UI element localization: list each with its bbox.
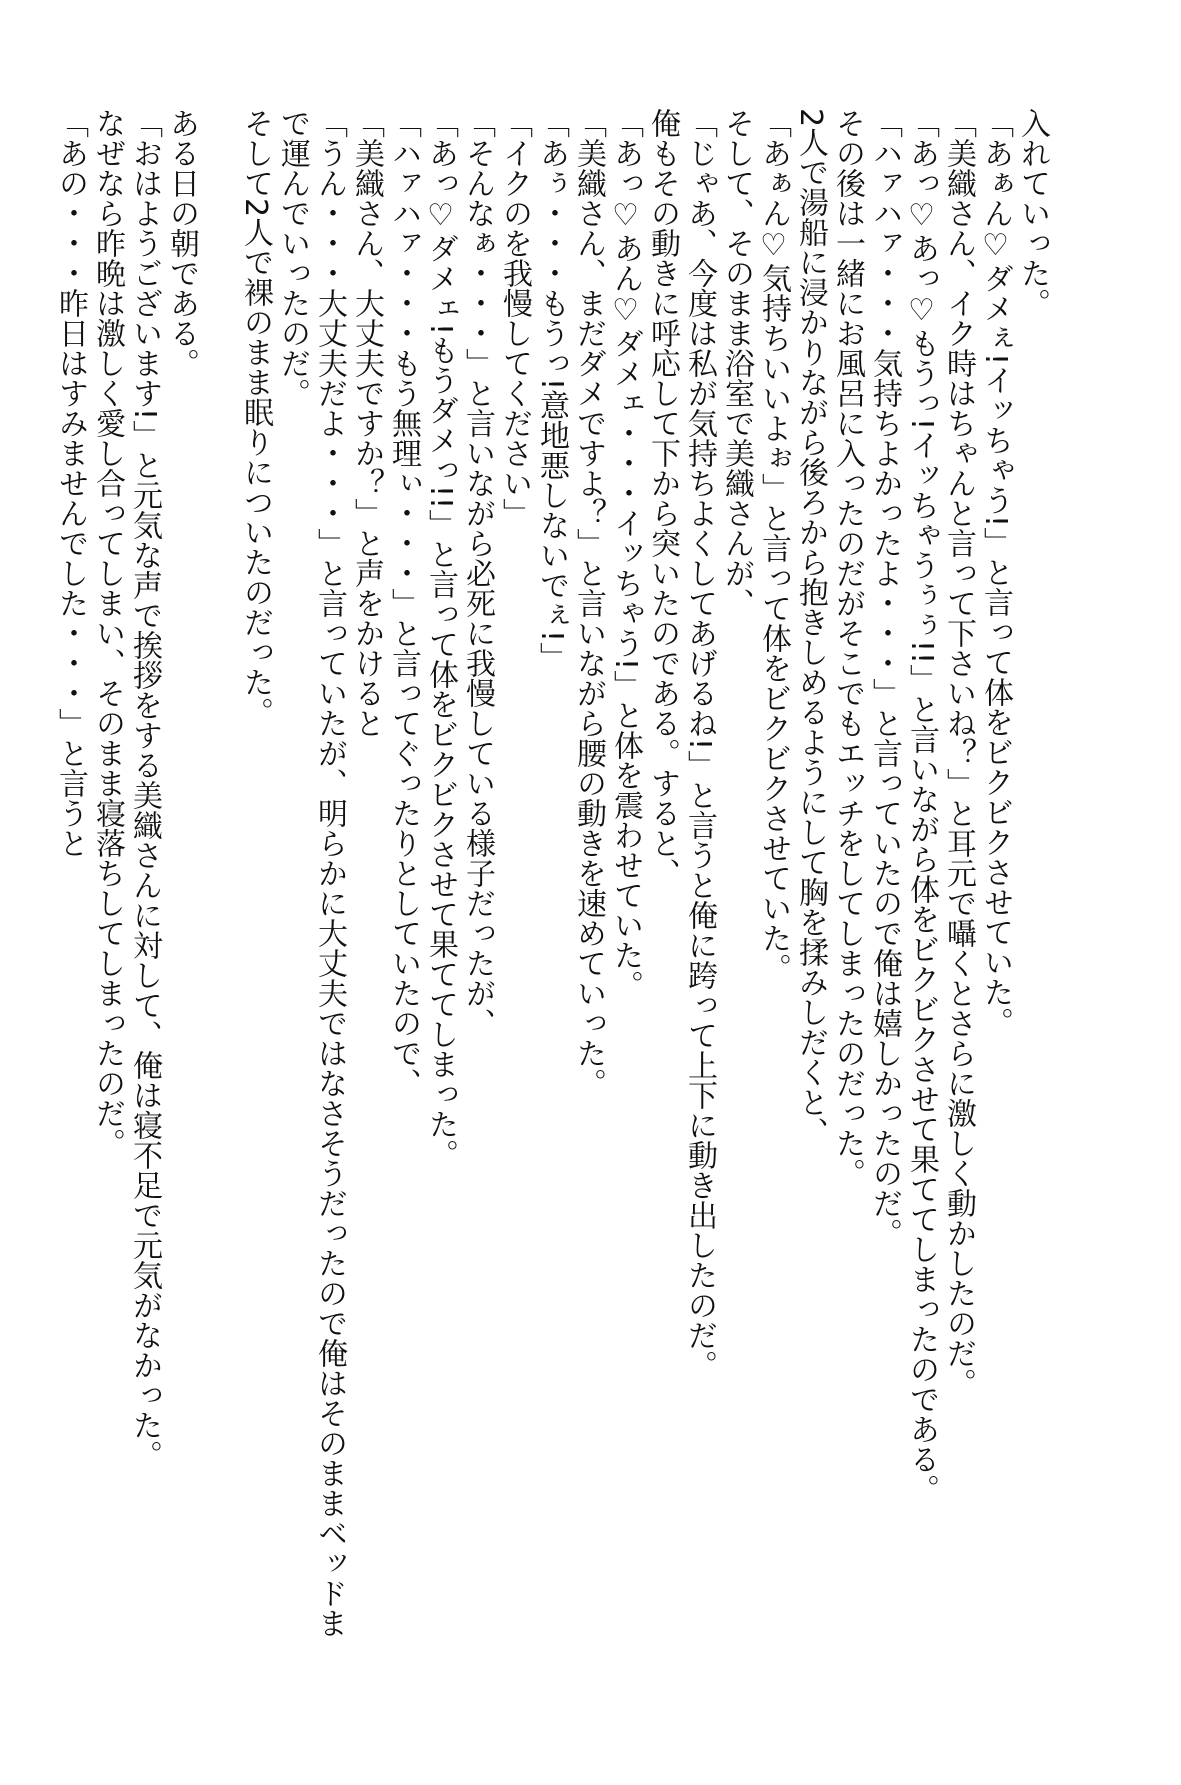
text-line: で運んでいったのだ。 xyxy=(275,108,310,408)
text-line: 2人で湯船に浸かりながら後ろから抱きしめるようにして胸を揉みしだくと、 xyxy=(793,108,828,1148)
text-line: そして2人で裸のまま眠りについたのだった。 xyxy=(238,108,273,728)
text-line: 「ハァハァ・・・気持ちよかったよ・・・」と言っていたので俺は嬉しかったのだ。 xyxy=(867,108,902,1248)
text-line: その後は一緒にお風呂に入ったのだがそこでもエッチをしてしまったのだった。 xyxy=(830,108,865,1188)
text-line: 「美織さん、イク時はちゃんと言って下さいね？」と耳元で囁くとさらに激しく動かしたのだ。 xyxy=(941,108,976,1398)
text-line: 「おはようございます!」と元気な声で挨拶をする美織さんに対して、俺は寝不足で元気がなかった。 xyxy=(127,108,162,1471)
text-line: 「あぁん♡気持ちいいよぉ」と言って体をビクビクさせていた。 xyxy=(756,108,791,983)
text-line: 「じゃあ、今度は私が気持ちよくしてあげるね!」と言うと俺に跨って上下に動き出したのだ。 xyxy=(682,108,717,1381)
text-line: 「美織さん、まだダメですよ？」と言いながら腰の動きを速めていった。 xyxy=(571,108,606,1098)
text-line: 「あぅ・・・もうっ!意地悪しないでぇ!」 xyxy=(534,108,569,673)
text-line: 「ハァハァ・・・もう無理ぃ・・・」と言ってぐったりとしていたので、 xyxy=(386,108,421,1098)
text-line: 「そんなぁ・・・」と言いながら必死に我慢している様子だったが、 xyxy=(460,108,495,1038)
body-text xyxy=(52,108,1051,1748)
paragraph-gap xyxy=(200,108,237,1748)
text-line: 「あっ♡あっ♡もうっ!イッちゃうぅぅ!!」と言いながら体をビクビクさせて果ててしまったのである。 xyxy=(904,108,939,1505)
text-line: 俺もその動きに呼応して下から突いたのである。すると、 xyxy=(645,108,680,888)
text-line: 「イクのを我慢してください」 xyxy=(497,108,532,528)
text-line: 「あの・・・昨日はすみませんでした・・・」と言うと xyxy=(53,108,88,858)
text-line: 「あぁん♡ダメぇ!イッちゃう!」と言って体をビクビクさせていた。 xyxy=(978,108,1013,1038)
text-line: 「あっ♡あん♡ダメェ・・・イッちゃう!」と体を震わせていた。 xyxy=(608,108,643,1001)
text-line: 入れていった。 xyxy=(1015,108,1050,318)
text-line: 「あっ♡ダメェ!もうダメっ!!」と言って体をビクビクさせて果ててしまった。 xyxy=(423,108,458,1170)
text-line: 「うん・・・大丈夫だよ・・・」と言っていたが、明らかに大丈夫ではなさそうだったので俺はそのままベッドま xyxy=(312,108,347,1638)
text-line: ある日の朝である。 xyxy=(164,108,199,378)
text-line: なぜなら昨晩は激しく愛し合ってしまい、そのまま寝落ちしてしまったのだ。 xyxy=(90,108,125,1158)
text-line: 「美織さん、大丈夫ですか？」と声をかけると xyxy=(349,108,384,738)
text-line: そして、そのまま浴室で美織さんが、 xyxy=(719,108,754,618)
